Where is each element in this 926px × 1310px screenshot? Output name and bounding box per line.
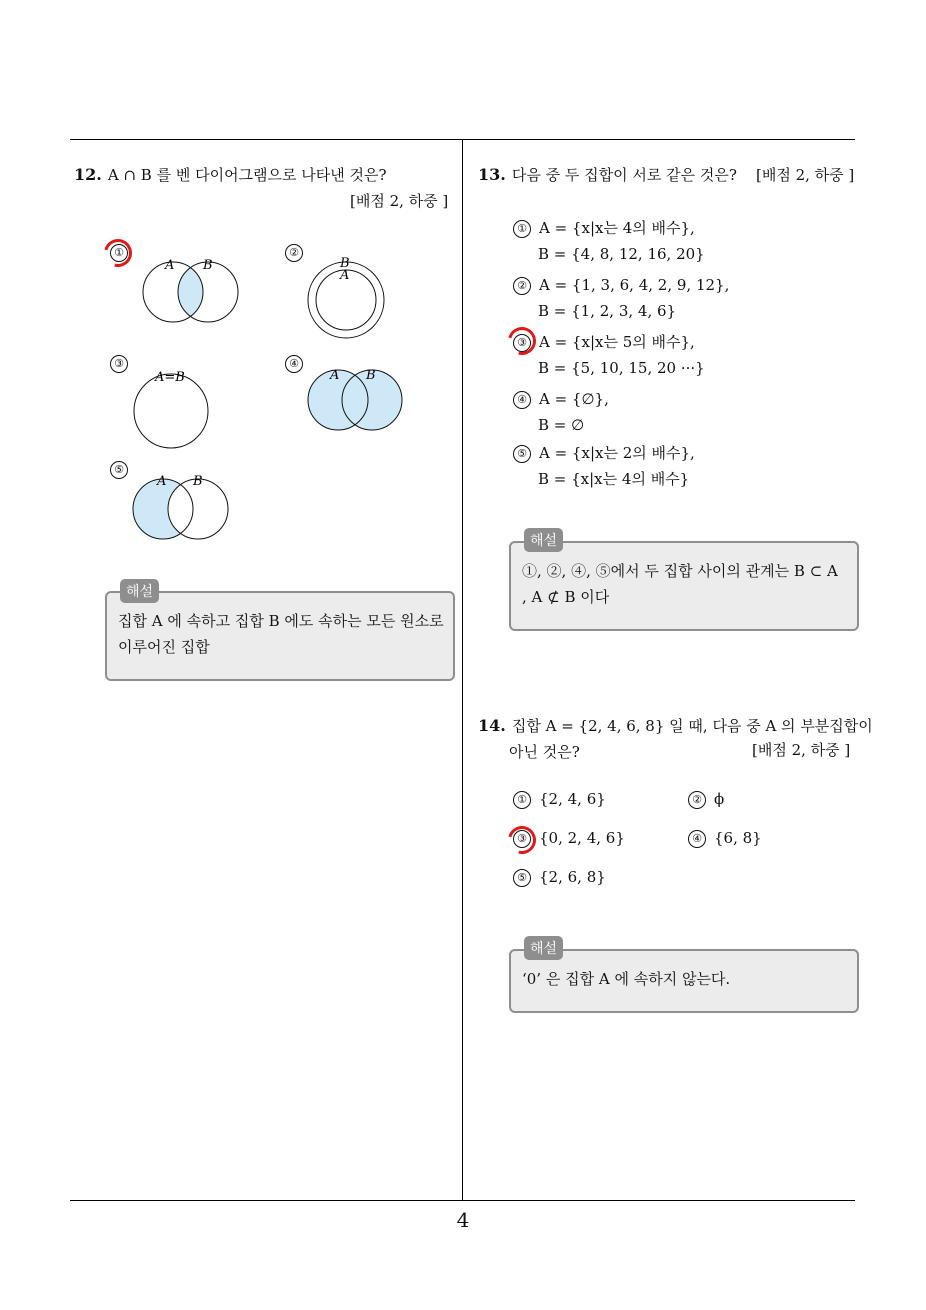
q13-option-3[interactable] <box>513 329 705 381</box>
q14-option-4-value: {6, 8} <box>714 829 762 847</box>
q12-solution-line-1: 집합 A 에 속하고 집합 B 에도 속하는 모든 원소로 <box>118 612 444 630</box>
q12-solution-text <box>118 608 444 660</box>
q14-option-5[interactable] <box>513 868 606 887</box>
q12-solution-line-2: 이루어진 집합 <box>118 638 210 656</box>
page-number: 4 <box>456 1208 470 1232</box>
q14-option-4-number: ④ <box>688 830 706 848</box>
q13-solution-tag: 해설 <box>524 528 563 552</box>
q14-option-1-number: ① <box>513 791 531 809</box>
q12-venn-2 <box>300 255 395 345</box>
q13-solution-line-1: ①, ②, ④, ⑤에서 두 집합 사이의 관계는 B ⊂ A <box>522 562 838 580</box>
q13-option-2-number: ② <box>513 277 531 295</box>
q14-question-line-2: 아닌 것은? <box>509 743 580 761</box>
q12-venn-3 <box>125 365 220 455</box>
q12-points: [배점 2, 하중 ] <box>350 192 449 210</box>
q13-option-3-line-1: A = {x|x는 5의 배수}, <box>539 333 695 351</box>
q12-venn-3-label: A=B <box>155 370 185 385</box>
q12-number: 12. <box>74 165 102 184</box>
q12-venn-1-label-a: A <box>165 258 175 273</box>
q14-solution-line-1: ‘0’ 은 집합 A 에 속하지 않는다. <box>522 970 731 988</box>
q14-option-3-value: {0, 2, 4, 6} <box>539 829 625 847</box>
q13-option-3-number: ③ <box>513 334 531 352</box>
q13-number: 13. <box>478 165 506 184</box>
q12-option-5-number: ⑤ <box>110 461 128 479</box>
q13-option-1-line-1: A = {x|x는 4의 배수}, <box>539 219 695 237</box>
q12-venn-5 <box>125 473 230 543</box>
q12-venn-4-label-a: A <box>330 368 340 383</box>
q13-option-5-line-1: A = {x|x는 2의 배수}, <box>539 444 695 462</box>
q14-option-1-value: {2, 4, 6} <box>539 790 606 808</box>
q13-option-4-line-2: B = ∅ <box>538 416 585 434</box>
column-divider <box>462 139 463 1201</box>
q12-venn-2-label-b: B <box>340 256 350 271</box>
q14-option-2-number: ② <box>688 791 706 809</box>
q12-answer-mark <box>99 234 137 272</box>
q13-option-3-line-2: B = {5, 10, 15, 20 ···} <box>538 359 705 377</box>
q12-venn-5-label-a: A <box>157 474 167 489</box>
q13-option-1[interactable] <box>513 215 705 267</box>
q12-option-1-number: ① <box>110 244 128 262</box>
q14-option-2[interactable] <box>688 790 724 809</box>
q13-option-4[interactable] <box>513 386 609 438</box>
q14-solution-tag: 해설 <box>524 936 563 960</box>
q13-option-1-line-2: B = {4, 8, 12, 16, 20} <box>538 245 705 263</box>
q13-option-5-number: ⑤ <box>513 445 531 463</box>
q12-question <box>74 166 387 184</box>
q12-venn-5-label-b: B <box>193 474 203 489</box>
q12-venn-1-label-b: B <box>203 258 213 273</box>
q12-venn-2-label-a: A <box>340 268 350 283</box>
q12-question-text: A ∩ B 를 벤 다이어그램으로 나타낸 것은? <box>107 166 387 184</box>
q13-option-2-line-2: B = {1, 2, 3, 4, 6} <box>538 302 677 320</box>
q14-points: [배점 2, 하중 ] <box>752 741 851 759</box>
q14-solution-text <box>522 966 730 992</box>
q13-solution-text <box>522 558 838 610</box>
q13-option-1-number: ① <box>513 220 531 238</box>
q12-solution-tag: 해설 <box>120 579 159 603</box>
q14-option-2-value: ϕ <box>714 790 725 808</box>
q14-number: 14. <box>478 716 506 735</box>
q14-option-5-value: {2, 6, 8} <box>539 868 606 886</box>
q14-option-5-number: ⑤ <box>513 869 531 887</box>
q12-option-4-number: ④ <box>285 355 303 373</box>
q12-venn-4 <box>300 365 405 435</box>
q13-points: [배점 2, 하중 ] <box>756 166 855 184</box>
q13-question <box>478 166 737 184</box>
q13-option-4-line-1: A = {∅}, <box>539 390 609 408</box>
q14-option-3-number: ③ <box>513 830 531 848</box>
q12-option-2-number: ② <box>285 244 303 262</box>
q13-option-4-number: ④ <box>513 391 531 409</box>
q13-option-5-line-2: B = {x|x는 4의 배수} <box>538 470 690 488</box>
q14-question-line-1: 집합 A = {2, 4, 6, 8} 일 때, 다음 중 A 의 부분집합이 <box>511 717 873 735</box>
q13-option-2[interactable] <box>513 272 729 324</box>
q14-option-4[interactable] <box>688 829 762 848</box>
q14-answer-mark <box>503 821 541 859</box>
q13-question-text: 다음 중 두 집합이 서로 같은 것은? <box>511 166 737 184</box>
q12-venn-1 <box>135 255 245 325</box>
q12-venn-4-label-b: B <box>366 368 376 383</box>
q13-option-2-line-1: A = {1, 3, 6, 4, 2, 9, 12}, <box>539 276 730 294</box>
q12-option-3-number: ③ <box>110 355 128 373</box>
q13-option-5[interactable] <box>513 440 695 492</box>
q13-solution-line-2: , A ⊄ B 이다 <box>522 588 610 606</box>
q14-option-1[interactable] <box>513 790 606 809</box>
